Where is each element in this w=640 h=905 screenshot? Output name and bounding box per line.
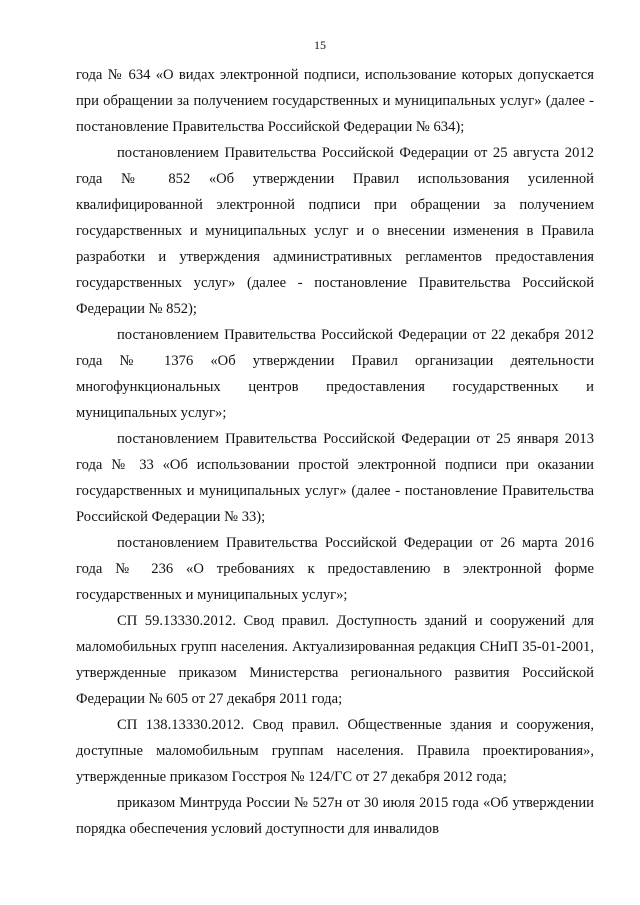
paragraph-order-527n: приказом Минтруда России № 527н от 30 июля 2015 года «Об утверждении порядка обеспечения условий доступности для инвалидов [76,795,594,837]
paragraph-sp-59: СП 59.13330.2012. Свод правил. Доступность зданий и сооружений для маломобильных групп населения. Актуализированная редакция СНиП 35-01-2001, утвержденные приказом Министерства регионального развития Российской Федерации № 605 от 27 декабря 2011 года; [76,613,594,707]
page-number: 15 [314,38,326,52]
paragraph-sp-138: СП 138.13330.2012. Свод правил. Общественные здания и сооружения, доступные маломобильным группам населения. Правила проектирования», утвержденные приказом Госстроя № 124/ГС от 27 декабря 2012 года; [76,717,594,785]
paragraph-decree-236: постановлением Правительства Российской Федерации от 26 марта 2016 года № 236 «О требованиях к предоставлению в электронной форме государственных и муниципальных услуг»; [76,535,594,603]
document-body [76,62,594,842]
paragraph-decree-852: постановлением Правительства Российской Федерации от 25 августа 2012 года № 852 «Об утверждении Правил использования усиленной квалифицированной электронной подписи при обращении за получением государственных и муниципальных услуг и о внесении изменения в Правила разработки и утверждения административных регламентов предоставления государственных услуг» (далее - постановление Правительства Российской Федерации № 852); [76,145,594,317]
paragraph-continuation: года № 634 «О видах электронной подписи, использование которых допускается при обращении за получением государственных и муниципальных услуг» (далее - постановление Правительства Российской Федерации № 634); [76,67,594,135]
paragraph-decree-1376: постановлением Правительства Российской Федерации от 22 декабря 2012 года № 1376 «Об утверждении Правил организации деятельности многофункциональных центров предоставления государственных и муниципальных услуг»; [76,327,594,421]
paragraph-decree-33: постановлением Правительства Российской Федерации от 25 января 2013 года № 33 «Об использовании простой электронной подписи при оказании государственных и муниципальных услуг» (далее - постановление Правительства Российской Федерации № 33); [76,431,594,525]
